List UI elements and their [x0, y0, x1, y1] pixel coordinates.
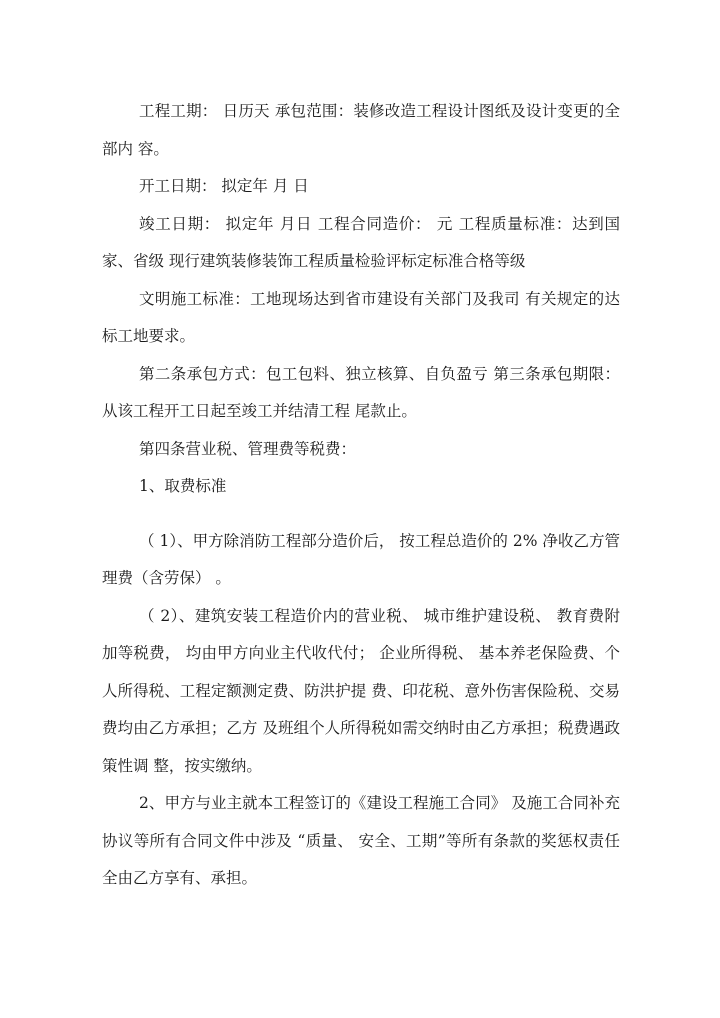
paragraph-article-4: 第四条营业税、管理费等税费：	[139, 439, 357, 458]
paragraph-start-date: 开工日期： 拟定年 月 日	[139, 177, 309, 195]
paragraph-contract-terms: 2、甲方与业主就本工程签订的《建设工程施工合同》 及施工合同补充协议等所有合同文件中涉及 “质量、 安全、工期”等所有条款的奖惩权责任全由乙方享有、承担。	[102, 794, 620, 887]
paragraph-civilized-construction: 文明施工标准：工地现场达到省市建设有关部门及我司 有关规定的达标工地要求。	[102, 289, 620, 345]
paragraph-management-fee: （ 1）、甲方除消防工程部分造价后， 按工程总造价的 2% 净收乙方管理费（含劳保） 。	[102, 531, 620, 587]
paragraph-fee-standard: 1、取费标准	[139, 477, 227, 495]
paragraph-article-2-3: 第二条承包方式：包工包料、独立核算、自负盈亏 第三条承包期限：从该工程开工日起至竣工并结清工程 尾款止。	[102, 364, 620, 420]
paragraph-construction-period: 工程工期： 日历天 承包范围：装修改造工程设计图纸及设计变更的全部内 容。	[102, 102, 620, 158]
paragraph-taxes: （ 2）、建筑安装工程造价内的营业税、 城市维护建设税、 教育费附加等税费， 均由甲方向业主代收代付； 企业所得税、 基本养老保险费、个人所得税、工程定额测定费、防洪护提 费、印花税、意外伤害保险税、交易费均由乙方承担；乙方 及班组个人所得税如需交纳时由乙方承担；税费遇政策性调 整，按实缴纳。	[102, 606, 620, 775]
document-page	[102, 93, 620, 898]
paragraph-completion-date: 竣工日期： 拟定年 月日 工程合同造价： 元 工程质量标准：达到国家、省级 现行建筑装修装饰工程质量检验评标定标准合格等级	[102, 214, 620, 270]
